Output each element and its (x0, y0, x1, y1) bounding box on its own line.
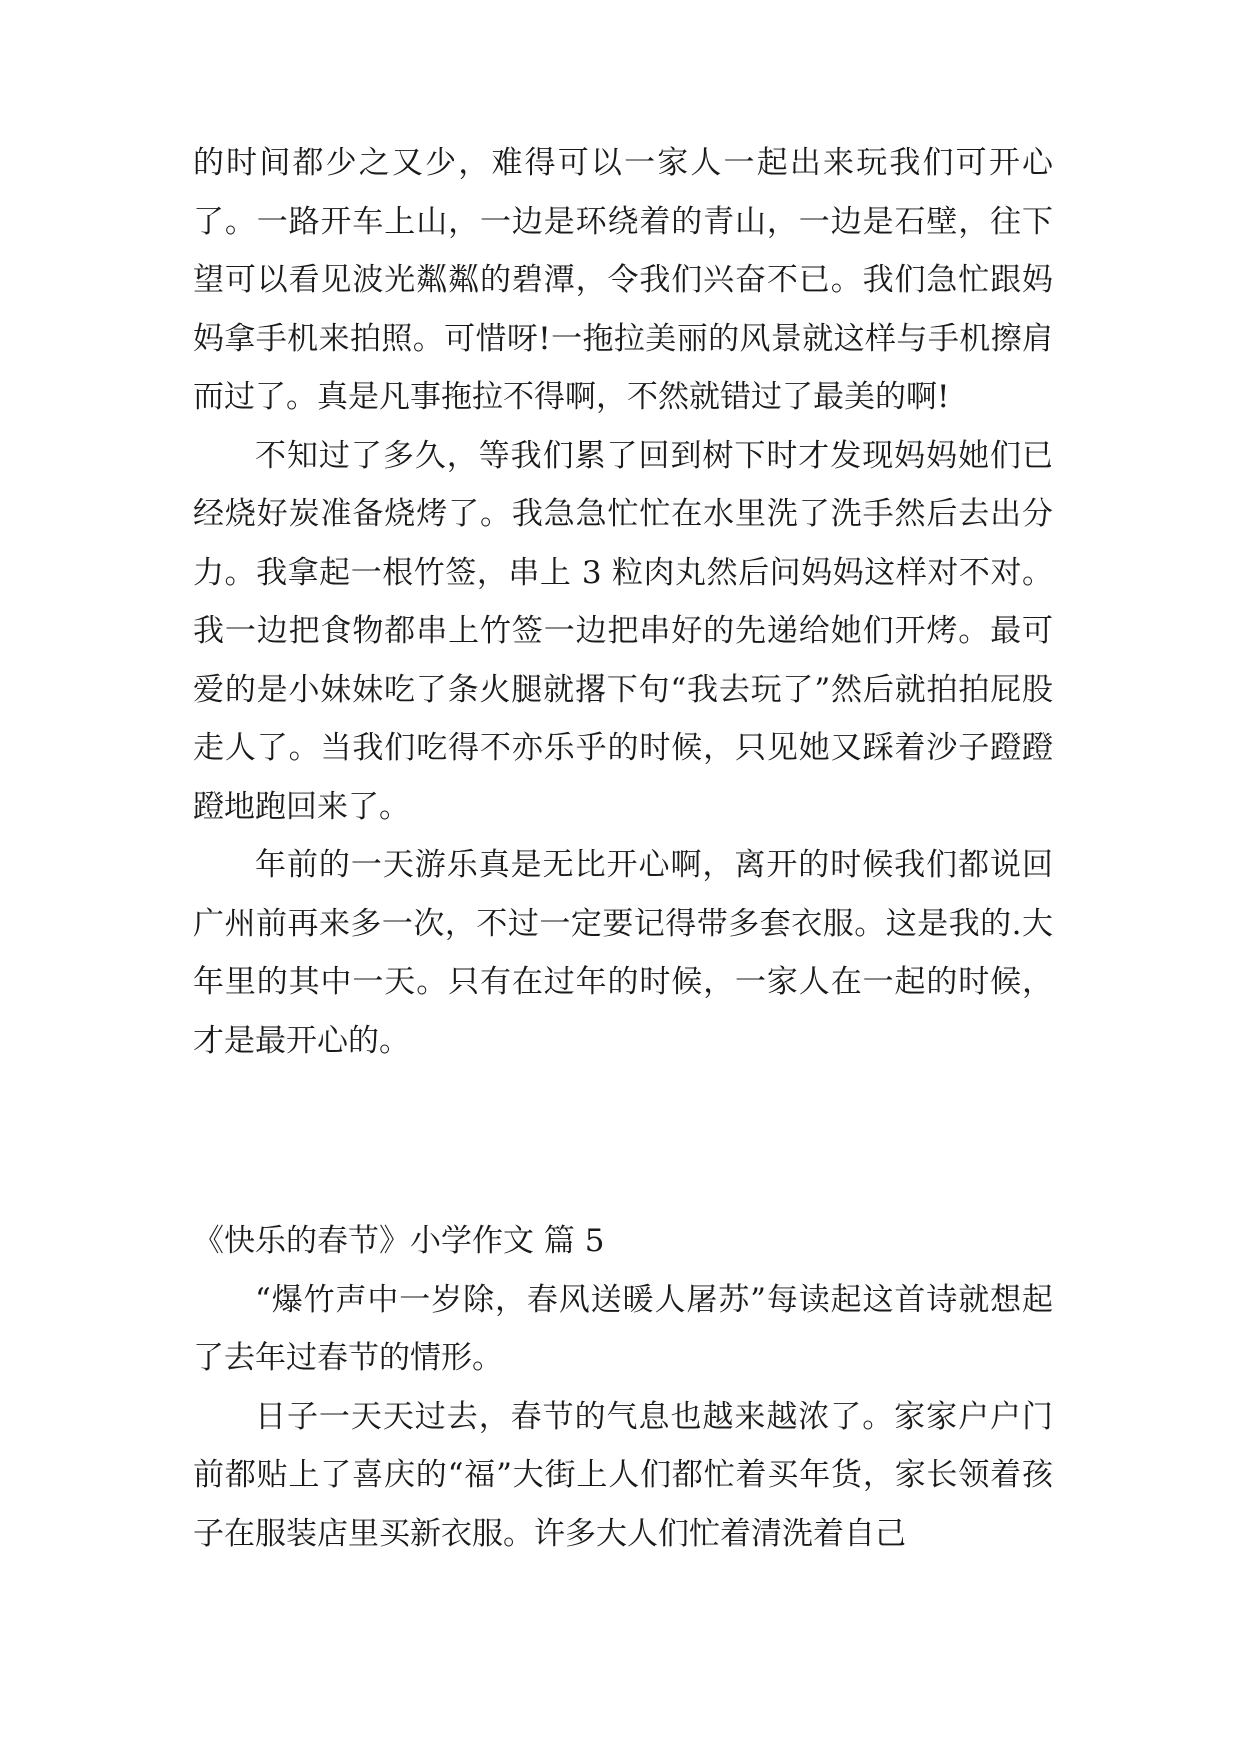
paragraph-2: 不知过了多久，等我们累了回到树下时才发现妈妈她们已经烧好炭准备烧烤了。我急急忙忙在水里洗了洗手然后去出分力。我拿起一根竹签，串上 3 粒肉丸然后问妈妈这样对不对。我一边把食物都串上竹签一边把串好的先递给她们开烤。最可爱的是小妹妹吃了条火腿就撂下句“我去玩了”然后就拍拍屁股走人了。当我们吃得不亦乐乎的时候，只见她又踩着沙子蹬蹬蹬地跑回来了。 (193, 437, 1053, 825)
body-text-upper (193, 134, 1053, 1070)
section-title: 《快乐的春节》小学作文 篇 5 (193, 1223, 605, 1259)
paragraph-1: 的时间都少之又少，难得可以一家人一起出来玩我们可开心了。一路开车上山，一边是环绕着的青山，一边是石壁，往下望可以看见波光粼粼的碧潭，令我们兴奋不已。我们急忙跟妈妈拿手机来拍照。可惜呀!一拖拉美丽的风景就这样与手机擦肩而过了。真是凡事拖拉不得啊，不然就错过了最美的啊! (193, 145, 1053, 415)
paragraph-5: 日子一天天过去，春节的气息也越来越浓了。家家户户门前都贴上了喜庆的“福”大街上人们都忙着买年货，家长领着孩子在服装店里买新衣服。许多大人们忙着清洗着自己 (193, 1398, 1053, 1552)
paragraph-4: “爆竹声中一岁除，春风送暖人屠苏”每读起这首诗就想起了去年过春节的情形。 (193, 1281, 1053, 1376)
paragraph-3: 年前的一天游乐真是无比开心啊，离开的时候我们都说回广州前再来多一次，不过一定要记得带多套衣服。这是我的.大年里的其中一天。只有在过年的时候，一家人在一起的时候，才是最开心的。 (193, 847, 1053, 1059)
section-5 (193, 1212, 1053, 1563)
